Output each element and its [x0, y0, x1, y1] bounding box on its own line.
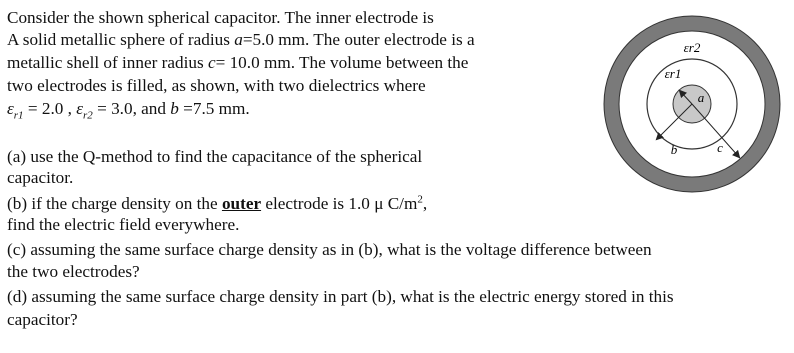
intro-text-2b: =5.0 mm. The outer electrode is a	[242, 30, 475, 49]
part-c-line-2	[7, 262, 140, 282]
part-b-text-2: find the electric field everywhere.	[7, 215, 240, 234]
intro-line-3	[7, 53, 468, 73]
part-a-line-1	[7, 147, 422, 167]
intro-text-1: Consider the shown spherical capacitor. The inner electrode is	[7, 8, 434, 27]
spherical-capacitor-diagram	[602, 14, 782, 194]
intro-text-3b: = 10.0 mm. The volume between the	[215, 53, 469, 72]
outer-emphasis: outer	[221, 194, 262, 213]
intro-text-2a: A solid metallic sphere of radius	[7, 30, 235, 49]
b-value: =7.5 mm.	[178, 99, 250, 118]
var-c: c	[207, 53, 216, 72]
part-b-line-2	[7, 215, 239, 235]
units-superscript: 2	[417, 193, 423, 206]
part-a-line-2	[7, 168, 73, 188]
intro-line-5	[7, 99, 250, 122]
part-c-text-1: (c) assuming the same surface charge density as in (b), what is the voltage difference between	[7, 240, 652, 259]
label-c: c	[717, 140, 723, 155]
intro-text-4: two electrodes is filled, as shown, with two dielectrics where	[7, 76, 426, 95]
part-b-text-1c: ,	[422, 194, 428, 213]
part-c-text-2: the two electrodes?	[7, 262, 140, 281]
epsilon-symbol: ε	[7, 99, 14, 118]
eps-r2-value: = 3.0, and	[92, 99, 171, 118]
label-eps-r2: εr2	[683, 40, 701, 55]
eps-sub-r1: r1	[13, 109, 24, 122]
intro-line-1	[7, 8, 434, 28]
part-b-text-1a: (b) if the charge density on the	[7, 194, 222, 213]
epsilon-symbol-2: ε	[76, 99, 84, 118]
eps-sub-r2: r2	[83, 109, 93, 122]
eps-r1-value: = 2.0 ,	[23, 99, 77, 118]
part-d-line-2	[7, 310, 78, 330]
part-c-line-1	[7, 240, 652, 260]
intro-line-2	[7, 30, 475, 50]
part-d-text-2: capacitor?	[7, 310, 78, 329]
var-a: a	[234, 30, 243, 49]
label-eps-r1: εr1	[664, 66, 682, 81]
var-b: b	[170, 99, 179, 118]
part-b-line-1	[7, 194, 427, 214]
intro-text-3a: metallic shell of inner radius	[7, 53, 208, 72]
part-a-text-1: (a) use the Q-method to find the capacitance of the spherical	[7, 147, 423, 166]
part-d-line-1	[7, 287, 674, 307]
intro-line-4	[7, 76, 426, 96]
part-a-text-2: capacitor.	[7, 168, 74, 187]
part-d-text-1: (d) assuming the same surface charge density in part (b), what is the electric energy stored in this	[7, 287, 674, 306]
label-b: b	[670, 142, 678, 157]
label-a: a	[697, 90, 705, 105]
part-b-text-1b: electrode is 1.0 μ C/m	[261, 194, 418, 213]
